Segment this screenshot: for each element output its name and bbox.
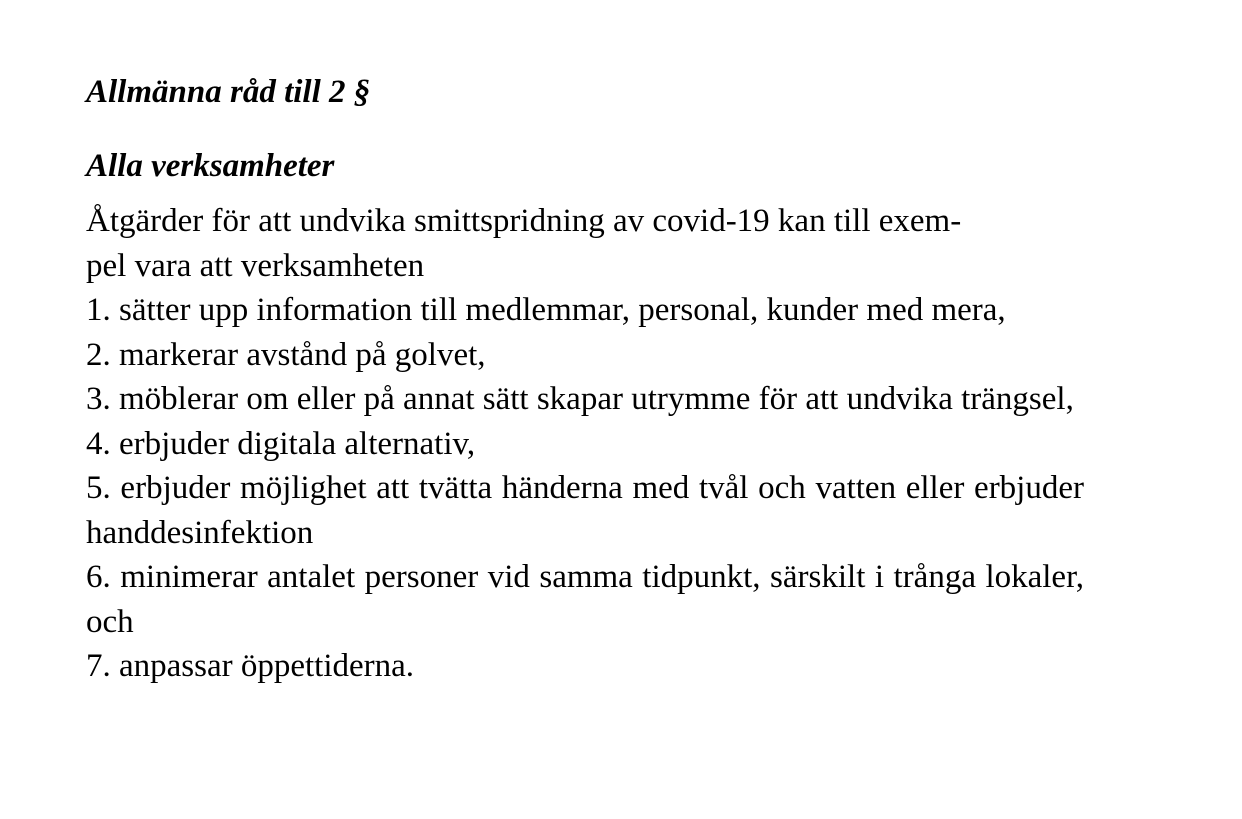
- intro-paragraph: [86, 199, 1084, 288]
- measures-list: [86, 288, 1084, 689]
- section-subheading: Alla verksamheter: [86, 148, 335, 184]
- section-heading: Allmänna råd till 2 §: [86, 74, 371, 110]
- intro-line-2: pel vara att verksamheten: [86, 247, 425, 284]
- list-item: 5. erbjuder möjlighet att tvätta händerna med tvål och vatten eller erbjuder handdesinfektion: [86, 470, 1084, 551]
- list-item: 3. möblerar om eller på annat sätt skapar utrymme för att undvika trängsel,: [86, 381, 1074, 417]
- intro-line-1: Åtgärder för att undvika smittspridning av covid-19 kan till exem-: [86, 203, 962, 239]
- list-item: 1. sätter upp information till medlemmar, personal, kunder med mera,: [86, 292, 1006, 328]
- list-item: 7. anpassar öppettiderna.: [86, 648, 415, 684]
- list-item: 2. markerar avstånd på golvet,: [86, 336, 486, 373]
- list-item: 4. erbjuder digitala alternativ,: [86, 425, 476, 462]
- document-page: [86, 70, 1084, 689]
- list-item: 6. minimerar antalet personer vid samma tidpunkt, särskilt i trånga lokaler, och: [86, 559, 1084, 640]
